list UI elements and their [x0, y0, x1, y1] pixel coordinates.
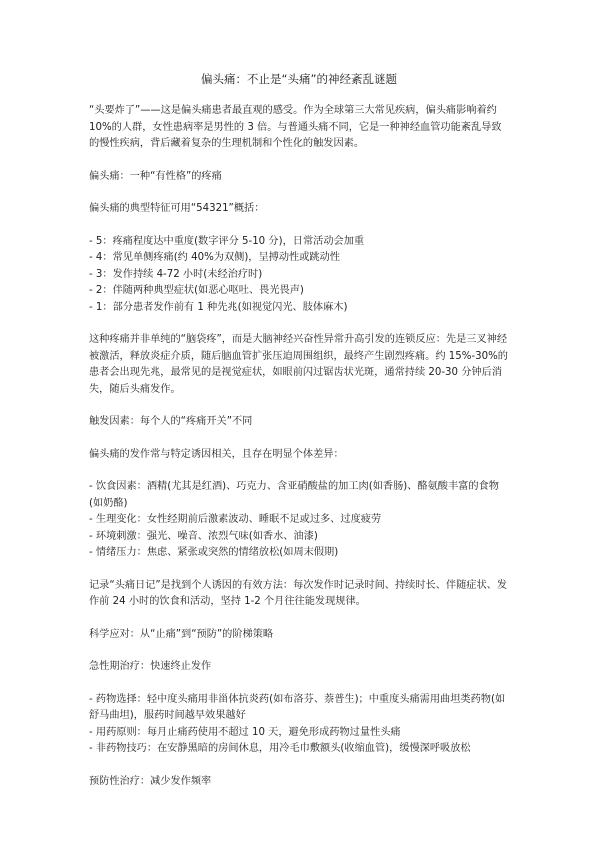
subsection-heading: 急性期治疗：快速终止发作 — [89, 661, 212, 672]
lead-paragraph: 偏头痛的发作常与特定诱因相关，且存在明显个体差异： — [89, 448, 344, 460]
list-item: - 情绪压力：焦虑、紧张或突然的情绪放松(如周末假期) — [89, 547, 339, 558]
lead-paragraph: 偏头痛的典型特征可用“54321”概括： — [89, 203, 265, 214]
list-item: - 1：部分患者发作前有 1 种先兆(如视觉闪光、肢体麻木) — [89, 301, 348, 313]
list-item: - 2：伴随两种典型症状(如恶心呕吐、畏光畏声) — [89, 285, 304, 296]
body-paragraph: 记录“头痛日记”是找到个人诱因的有效方法：每次发作时记录时间、持续时长、伴随症状、发作前 24 小时的饮食和活动，坚持 1-2 个月往往能发现规律。 — [89, 579, 508, 607]
list-item: - 非药物技巧：在安静黑暗的房间休息，用冷毛巾敷额头(收缩血管)，缓慢深呼吸放松 — [89, 743, 471, 754]
body-paragraph: 这种疼痛并非单纯的“脑袋疼”，而是大脑神经兴奋性异常升高引发的连锁反应：先是三叉神经被激活，释放炎症介质，随后脑血管扩张压迫周围组织，最终产生剧烈疼痛。约 15%-30%的患者会出现先兆，最常见的是视觉症状，如眼前闪过锯齿状光斑，通常持续 20-30 分钟后消失，随后头痛发作。 — [89, 334, 508, 395]
list-item: - 3：发作持续 4-72 小时(未经治疗时) — [89, 268, 263, 280]
trigger-list — [89, 479, 509, 562]
section-heading: 科学应对：从“止痛”到“预防”的阶梯策略 — [89, 628, 274, 640]
list-item: - 5：疼痛程度达中重度(数字评分 5-10 分)，日常活动会加重 — [89, 235, 365, 247]
section-heading: 触发因素：每个人的“疼痛开关”不同 — [89, 416, 253, 427]
document-title: 偏头痛：不止是“头痛”的神经紊乱谜题 — [201, 72, 397, 86]
list-item: - 用药原则：每月止痛药使用不超过 10 天，避免形成药物过量性头痛 — [89, 726, 401, 738]
document-page — [89, 66, 509, 806]
section-heading: 偏头痛：一种“有性格”的疼痛 — [89, 170, 222, 182]
subsection-heading: 预防性治疗：减少发作频率 — [89, 775, 212, 787]
intro-paragraph: “头要炸了”——这是偏头痛患者最直观的感受。作为全球第三大常见疾病，偏头痛影响着约 10%的人群，女性患病率是男性的 3 倍。与普通头痛不同，它是一种神经血管功能紊乱导致的慢性疾病，背后藏着复杂的生理机制和个性化的触发因素。 — [89, 105, 502, 149]
list-item: - 饮食因素：酒精(尤其是红酒)、巧克力、含亚硝酸盐的加工肉(如香肠)、酪氨酸丰富的食物(如奶酪) — [89, 481, 499, 509]
list-item: - 环境刺激：强光、噪音、浓烈气味(如香水、油漆) — [89, 530, 318, 542]
list-item: - 4：常见单侧疼痛(约 40%为双侧)，呈搏动性或跳动性 — [89, 252, 340, 263]
treatment-list — [89, 692, 509, 758]
feature-list — [89, 234, 509, 317]
list-item: - 生理变化：女性经期前后激素波动、睡眠不足或过多、过度疲劳 — [89, 514, 382, 525]
list-item: - 药物选择：轻中度头痛用非甾体抗炎药(如布洛芬、萘普生)；中重度头痛需用曲坦类药物(如舒马曲坦)，服药时间越早效果越好 — [89, 693, 506, 721]
